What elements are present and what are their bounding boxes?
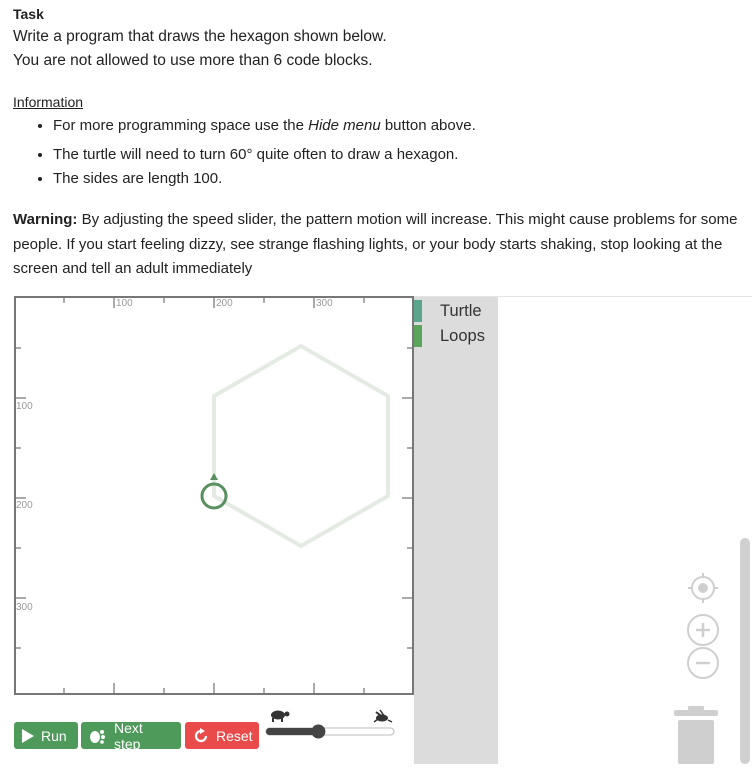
- warning-label: Warning:: [13, 211, 78, 228]
- next-step-button[interactable]: [81, 719, 181, 752]
- category-label: Loops: [440, 326, 485, 345]
- target-icon: [687, 572, 719, 604]
- rabbit-speed-icon: [374, 710, 392, 722]
- next-step-label: Next step: [114, 719, 143, 752]
- footsteps-icon: [89, 728, 107, 744]
- canvas-labels: [16, 298, 333, 613]
- y-tick-label: 100: [16, 401, 33, 412]
- info-bullet-1: • For more programming space use the Hide menu button above.: [53, 117, 476, 135]
- plus-icon: [693, 620, 713, 640]
- category-turtle[interactable]: [414, 300, 498, 322]
- speed-control: [264, 706, 396, 746]
- x-tick-label: 100: [116, 298, 133, 309]
- info-bullet-2: • The turtle will need to turn 60° quite often to draw a hexagon.: [53, 146, 458, 164]
- run-button[interactable]: [14, 722, 78, 749]
- turtle-canvas: [14, 296, 414, 695]
- speed-slider-handle[interactable]: [311, 725, 325, 739]
- y-tick-label: 200: [16, 500, 33, 511]
- reset-button[interactable]: [185, 722, 259, 749]
- warning-text: Warning: By adjusting the speed slider, the pattern motion will increase. This might cause problems for some people. If you start feeling dizzy, see strange flashing lights, or your body starts shaking, stop looking at the screen and tell an adult immediately: [13, 211, 738, 277]
- zoom-in-button[interactable]: [687, 614, 719, 646]
- info-bullet-3: • The sides are length 100.: [53, 170, 222, 188]
- category-label: Turtle: [440, 301, 482, 320]
- speed-svg: [264, 706, 396, 746]
- task-title: Task: [13, 6, 44, 22]
- category-loops[interactable]: [414, 325, 498, 347]
- task-line-2: You are not allowed to use more than 6 code blocks.: [13, 52, 373, 69]
- recenter-button[interactable]: [687, 572, 719, 604]
- y-tick-label: 300: [16, 602, 33, 613]
- zoom-out-button[interactable]: [687, 647, 719, 679]
- reset-icon: [193, 728, 209, 744]
- x-tick-label: 200: [216, 298, 233, 309]
- reset-label: Reset: [216, 727, 253, 744]
- workspace-scrollbar[interactable]: [740, 538, 750, 764]
- run-label: Run: [41, 727, 67, 744]
- play-icon: [22, 729, 34, 743]
- x-tick-label: 300: [316, 298, 333, 309]
- trash-icon: [674, 706, 718, 764]
- minus-icon: [693, 653, 713, 673]
- task-line-1: Write a program that draws the hexagon shown below.: [13, 28, 387, 45]
- slider-fill: [266, 728, 318, 735]
- block-palette: [414, 297, 498, 764]
- category-swatch: [414, 300, 422, 322]
- turtle-speed-icon: [271, 711, 290, 723]
- trash-can[interactable]: [674, 706, 718, 764]
- information-title: Information: [13, 94, 84, 110]
- hexagon-path: [214, 346, 388, 546]
- category-swatch: [414, 325, 422, 347]
- canvas-svg: [16, 298, 412, 693]
